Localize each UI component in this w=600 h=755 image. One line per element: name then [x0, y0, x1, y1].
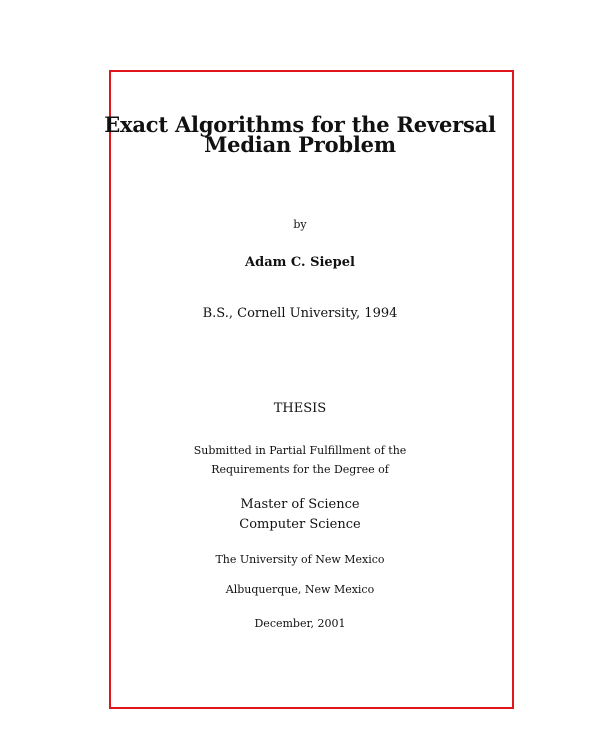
thesis-title-line-1: Exact Algorithms for the Reversal [104, 112, 496, 137]
institution-name: The University of New Mexico [215, 553, 385, 566]
submission-date: December, 2001 [254, 617, 346, 630]
thesis-title-line-2: Median Problem [204, 132, 396, 157]
submission-statement-line-1: Submitted in Partial Fulfillment of the [193, 444, 407, 457]
page-border-frame [109, 70, 514, 709]
by-label: by [293, 218, 307, 231]
degree-name: Master of Science [240, 497, 360, 512]
prior-degree: B.S., Cornell University, 1994 [202, 306, 398, 321]
submission-statement-line-2: Requirements for the Degree of [211, 463, 389, 476]
degree-field: Computer Science [239, 517, 361, 532]
institution-location: Albuquerque, New Mexico [225, 583, 375, 596]
author-name: Adam C. Siepel [245, 255, 355, 270]
document-type: THESIS [273, 401, 327, 416]
